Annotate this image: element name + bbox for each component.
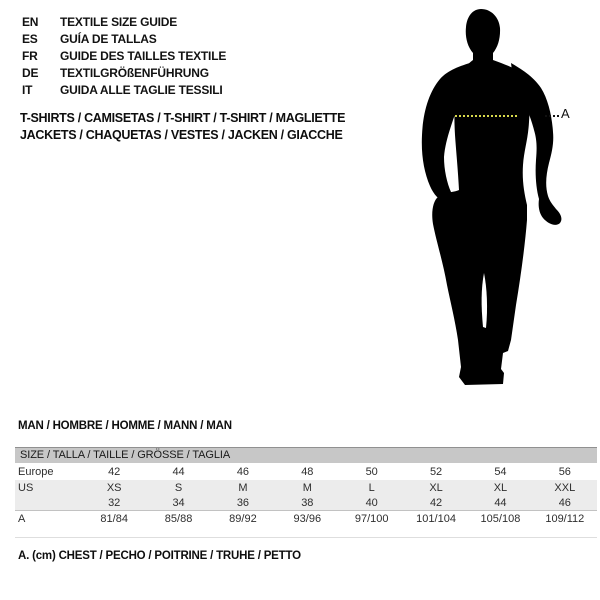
language-label: GUIDA ALLE TAGLIE TESSILI (60, 83, 223, 97)
row-label: A (18, 513, 26, 525)
size-cell: 32 (108, 497, 121, 509)
language-row (22, 65, 226, 82)
size-table (15, 447, 597, 538)
man-silhouette-figure (415, 0, 597, 392)
size-cell: 81/84 (100, 513, 128, 525)
size-cell: L (368, 482, 375, 494)
size-cell: 34 (172, 497, 185, 509)
language-row (22, 14, 226, 31)
size-cell: 56 (558, 465, 571, 478)
size-cell: M (238, 482, 248, 494)
size-table-rows (15, 463, 597, 538)
language-list (22, 14, 226, 99)
size-cell: 46 (558, 497, 571, 509)
row-label: US (18, 482, 34, 494)
size-cell: 109/112 (545, 513, 585, 525)
size-cell: 44 (494, 497, 507, 509)
language-code: EN (22, 15, 39, 29)
category-line: JACKETS / CHAQUETAS / VESTES / JACKEN / GIACCHE (20, 128, 343, 142)
size-cell: 44 (172, 465, 185, 478)
chest-measure-dash-on-body (455, 115, 518, 117)
size-cell: 36 (236, 497, 250, 509)
size-cell: 50 (365, 465, 378, 478)
table-row (15, 463, 597, 480)
size-cell: M (302, 482, 312, 494)
size-cell: XXL (554, 482, 576, 494)
language-label: GUÍA DE TALLAS (60, 32, 157, 46)
language-label: GUIDE DES TAILLES TEXTILE (60, 49, 227, 63)
measure-label-a: A (561, 106, 570, 121)
size-table-header: SIZE / TALLA / TAILLE / GRÖSSE / TAGLIA (15, 448, 597, 463)
category-list (20, 110, 345, 144)
size-cell: 85/88 (164, 513, 193, 525)
table-row (15, 496, 597, 511)
table-row (15, 511, 597, 538)
size-cell: 105/108 (480, 513, 521, 525)
man-silhouette (415, 0, 597, 392)
size-cell: 93/96 (293, 513, 322, 525)
size-cell: 42 (108, 465, 121, 478)
size-cell: 54 (494, 465, 507, 478)
size-cell: XS (106, 482, 122, 494)
language-row (22, 48, 226, 65)
size-cell: 42 (429, 497, 443, 509)
size-cell: 52 (429, 465, 443, 478)
size-cell: 89/92 (229, 513, 257, 525)
size-cell: S (174, 482, 183, 494)
language-label: TEXTILE SIZE GUIDE (60, 15, 178, 29)
section-title: MAN / HOMBRE / HOMME / MANN / MAN (18, 420, 232, 432)
size-cell: 40 (365, 497, 378, 509)
size-cell: 48 (301, 465, 314, 478)
size-cell: 46 (236, 465, 250, 478)
language-code: ES (22, 32, 38, 46)
language-row (22, 31, 226, 48)
size-cell: 97/100 (354, 513, 389, 525)
chest-measure-dash-leader (545, 115, 560, 117)
language-code: FR (22, 49, 38, 63)
category-line: T-SHIRTS / CAMISETAS / T-SHIRT / T-SHIRT / MAGLIETTE (20, 111, 346, 125)
size-cell: 101/104 (416, 513, 456, 525)
size-cell: XL (493, 482, 508, 494)
size-cell: XL (429, 482, 443, 494)
language-code: IT (22, 83, 33, 97)
table-row (15, 480, 597, 496)
row-label: Europe (18, 465, 54, 478)
language-row (22, 82, 226, 99)
size-cell: 38 (301, 497, 314, 509)
language-code: DE (22, 66, 39, 80)
footnote-chest: A. (cm) CHEST / PECHO / POITRINE / TRUHE / PETTO (18, 550, 301, 562)
language-label: TEXTILGRÖßENFÜHRUNG (60, 66, 209, 80)
